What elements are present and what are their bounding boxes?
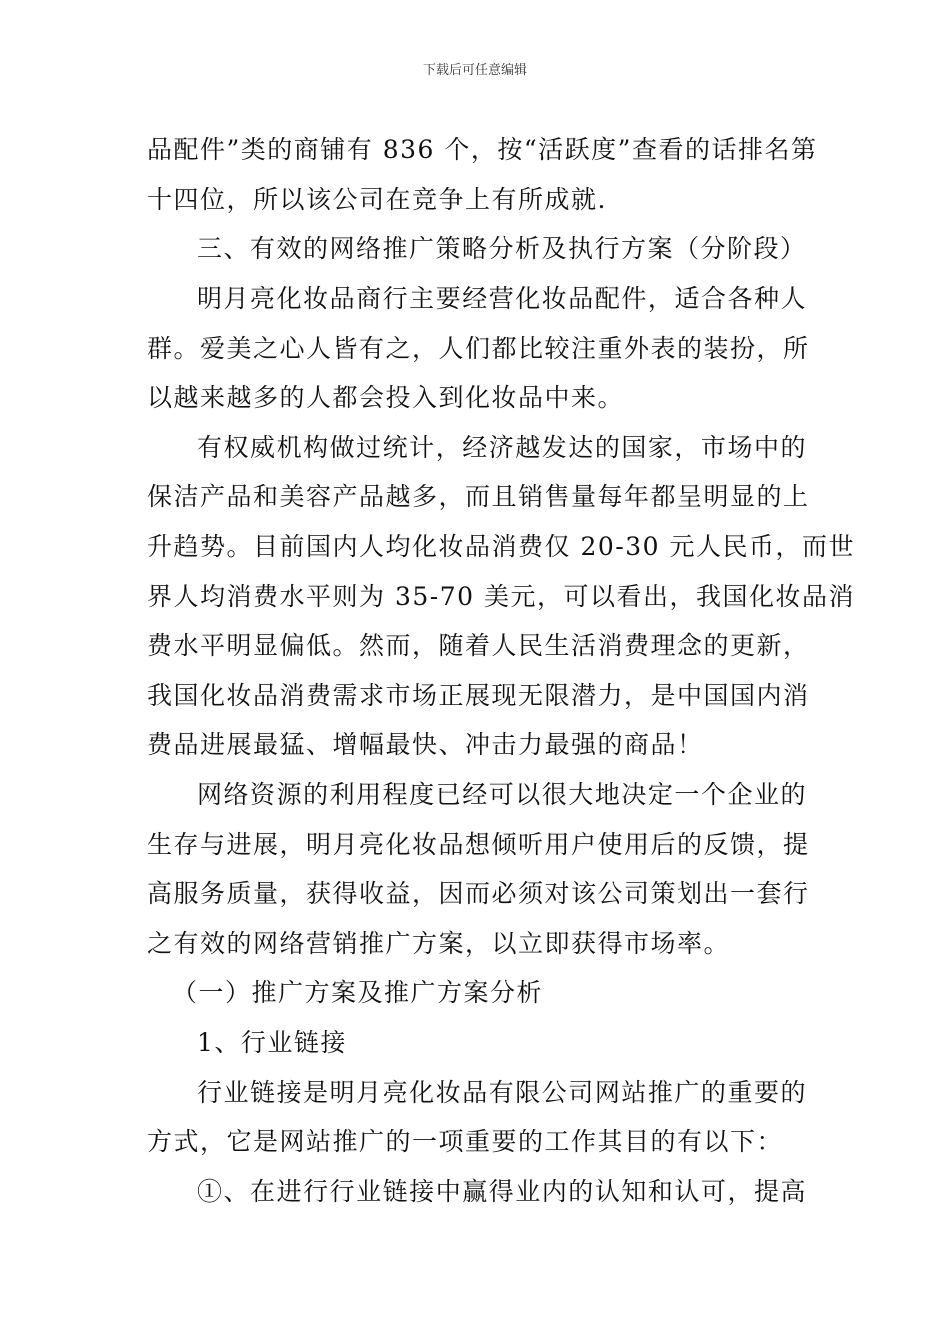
body-line: 行业链接是明月亮化妆品有限公司网站推广的重要的 — [197, 1078, 807, 1107]
item-heading: 1、行业链接 — [197, 1028, 347, 1057]
body-line: 明月亮化妆品商行主要经营化妆品配件，适合各种人 — [197, 284, 807, 313]
body-line: 有权威机构做过统计，经济越发达的国家，市场中的 — [197, 433, 807, 462]
body-line: 以越来越多的人都会投入到化妆品中来。 — [147, 383, 625, 412]
body-line: 品配件”类的商铺有 836 个，按“活跃度”查看的话排名第 — [147, 135, 818, 164]
body-line: 升趋势。目前国内人均化妆品消费仅 20-30 元人民币，而世 — [147, 532, 855, 561]
subsection-heading: （一）推广方案及推广方案分析 — [172, 978, 544, 1007]
body-line: 费水平明显偏低。然而，随着人民生活消费理念的更新， — [147, 631, 810, 660]
body-line: 我国化妆品消费需求市场正展现无限潜力，是中国国内消 — [147, 681, 810, 710]
section-heading: 三、有效的网络推广策略分析及执行方案（分阶段） — [197, 234, 807, 263]
page-header: 下载后可任意编辑 — [422, 63, 527, 78]
body-line: 方式，它是网站推广的一项重要的工作其目的有以下： — [147, 1127, 784, 1156]
body-line: 生存与进展，明月亮化妆品想倾听用户使用后的反馈，提 — [147, 830, 810, 859]
body-line: 网络资源的利用程度已经可以很大地决定一个企业的 — [197, 780, 807, 809]
body-line: ①、在进行行业链接中赢得业内的认知和认可，提高 — [197, 1177, 807, 1206]
body-line: 十四位，所以该公司在竞争上有所成就. — [147, 185, 607, 214]
body-line: 高服务质量，获得收益，因而必须对该公司策划出一套行 — [147, 879, 810, 908]
body-line: 保洁产品和美容产品越多，而且销售量每年都呈明显的上 — [147, 482, 810, 511]
body-line: 群。爱美之心人皆有之，人们都比较注重外表的装扮，所 — [147, 334, 810, 363]
body-line: 费品进展最猛、增幅最快、冲击力最强的商品！ — [147, 730, 704, 759]
body-line: 界人均消费水平则为 35-70 美元，可以看出，我国化妆品消 — [147, 582, 855, 611]
body-line: 之有效的网络营销推广方案，以立即获得市场率。 — [147, 929, 731, 958]
